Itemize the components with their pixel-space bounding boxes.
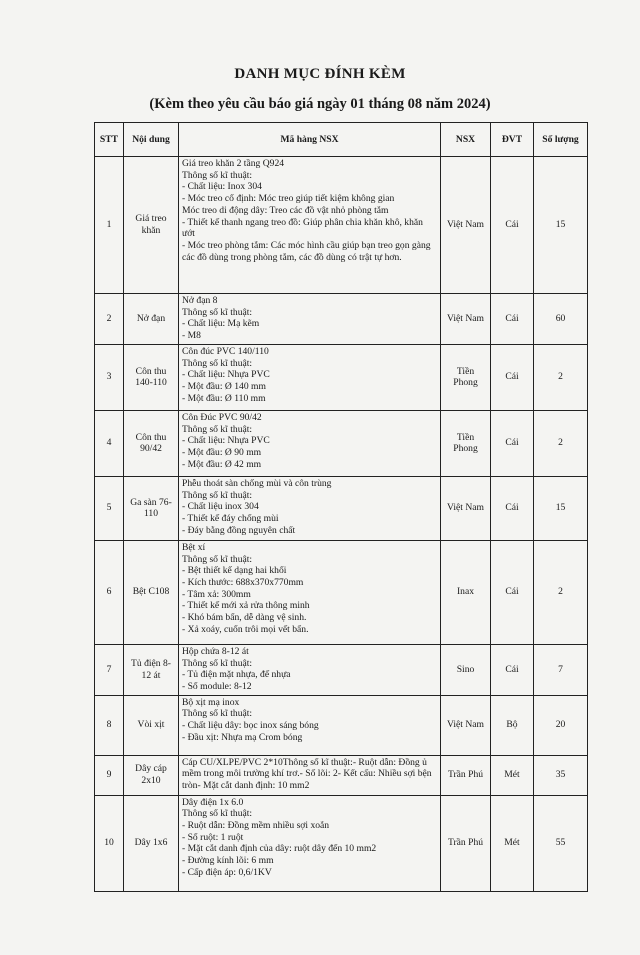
desc-line: Thông số kĩ thuật: <box>182 553 253 565</box>
desc-line: - Chất liệu: Nhựa PVC <box>182 369 270 381</box>
desc-line: Cáp CU/XLPE/PVC 2*10Thông số kĩ thuật:- Ruột dẫn: Đồng ủ mềm trong môi trường khí trơ.- Số lõi: 2- Kết cấu: Nhiều sợi bện tròn- Mặt cắt danh định: 10 mm2 <box>182 756 432 792</box>
cell-stt: 3 <box>95 344 124 410</box>
cell-desc <box>179 755 441 795</box>
desc-line: Bệt xí <box>182 541 206 553</box>
cell-desc <box>179 294 441 345</box>
cell-desc <box>179 476 441 540</box>
cell-qty: 35 <box>534 755 588 795</box>
cell-desc <box>179 410 441 476</box>
cell-name: Dây 1x6 <box>124 795 179 891</box>
desc-line: - Đầu xịt: Nhựa mạ Crom bóng <box>182 731 303 743</box>
desc-line: - Chất liệu: Nhựa PVC <box>182 435 270 447</box>
desc-line: - Số ruột: 1 ruột <box>182 831 244 843</box>
cell-nsx: Sino <box>441 644 491 695</box>
cell-name: Côn thu 90/42 <box>124 410 179 476</box>
cell-unit: Cái <box>491 410 534 476</box>
header-nsx: NSX <box>441 123 491 157</box>
header-unit: ĐVT <box>491 123 534 157</box>
cell-stt: 9 <box>95 755 124 795</box>
desc-line: - Đáy bằng đồng nguyên chất <box>182 524 296 536</box>
cell-unit: Cái <box>491 476 534 540</box>
cell-qty: 7 <box>534 644 588 695</box>
cell-qty: 55 <box>534 795 588 891</box>
cell-qty: 20 <box>534 695 588 755</box>
table-header-row <box>95 123 588 157</box>
cell-qty: 15 <box>534 157 588 294</box>
cell-desc <box>179 795 441 891</box>
table-row <box>95 755 588 795</box>
desc-line: Nở đạn 8 <box>182 295 218 306</box>
table-row <box>95 157 588 294</box>
desc-line: Hộp chứa 8-12 át <box>182 645 249 657</box>
desc-line: - Chất liệu inox 304 <box>182 501 259 513</box>
table-row <box>95 540 588 644</box>
table-row <box>95 344 588 410</box>
desc-line: - Cấp điện áp: 0,6/1KV <box>182 866 272 878</box>
cell-stt: 6 <box>95 540 124 644</box>
table-row <box>95 644 588 695</box>
cell-desc <box>179 695 441 755</box>
cell-stt: 4 <box>95 410 124 476</box>
header-desc: Mã hàng NSX <box>179 123 441 157</box>
desc-line: Thông số kĩ thuật: <box>182 489 253 501</box>
document-title: DANH MỤC ĐÍNH KÈM <box>234 66 406 82</box>
desc-line: Thông số kĩ thuật: <box>182 306 253 318</box>
cell-stt: 10 <box>95 795 124 891</box>
table-row <box>95 294 588 345</box>
desc-line: Thông số kĩ thuật: <box>182 808 253 820</box>
desc-line: - Móc treo phòng tắm: Các móc hình cầu giúp bạn treo gọn gàng các đồ dùng trong phòng tắm, các đồ dùng có trật tự hơn. <box>182 239 431 263</box>
cell-desc <box>179 644 441 695</box>
table-row <box>95 795 588 891</box>
document-subtitle: (Kèm theo yêu cầu báo giá ngày 01 tháng 08 năm 2024) <box>149 96 491 112</box>
cell-name: Ga sàn 76-110 <box>124 476 179 540</box>
desc-line: - Một đầu: Ø 140 mm <box>182 380 266 392</box>
desc-line: Thông số kĩ thuật: <box>182 657 253 669</box>
header-stt: STT <box>95 123 124 157</box>
desc-line: Móc treo di động dây: Treo các đồ vật nhỏ phòng tắm <box>182 204 389 216</box>
desc-line: - Khó bám bẩn, dễ dàng vệ sinh. <box>182 612 307 624</box>
desc-line: - Đường kính lõi: 6 mm <box>182 855 274 867</box>
cell-nsx: Việt Nam <box>441 157 491 294</box>
cell-stt: 2 <box>95 294 124 345</box>
cell-stt: 8 <box>95 695 124 755</box>
desc-line: - Thiết kế thanh ngang treo đồ: Giúp phân chia khăn khô, khăn ướt <box>182 216 423 240</box>
cell-unit: Cái <box>491 344 534 410</box>
header-name: Nội dung <box>124 123 179 157</box>
items-table <box>94 122 588 892</box>
cell-nsx: Việt Nam <box>441 695 491 755</box>
cell-name: Côn thu 140-110 <box>124 344 179 410</box>
cell-nsx: Việt Nam <box>441 294 491 345</box>
cell-nsx: Trần Phú <box>441 755 491 795</box>
desc-line: Bộ xịt mạ inox <box>182 696 240 708</box>
desc-line: - Thiết kế mới xả rửa thông minh <box>182 600 310 612</box>
desc-line: - Ruột dẫn: Đồng mềm nhiều sợi xoắn <box>182 820 330 832</box>
cell-name: Dây cáp 2x10 <box>124 755 179 795</box>
desc-line: - Thiết kế đáy chống mùi <box>182 512 279 524</box>
desc-line: Thông số kĩ thuật: <box>182 169 253 181</box>
desc-line: Giá treo khăn 2 tầng Q924 <box>182 158 285 169</box>
cell-desc <box>179 157 441 294</box>
cell-name: Vòi xịt <box>124 695 179 755</box>
cell-unit: Mét <box>491 795 534 891</box>
cell-nsx: Inax <box>441 540 491 644</box>
cell-qty: 15 <box>534 476 588 540</box>
cell-unit: Cái <box>491 540 534 644</box>
desc-line: Côn Đúc PVC 90/42 <box>182 411 262 423</box>
cell-name: Nở đạn <box>124 294 179 345</box>
desc-line: Thông số kĩ thuật: <box>182 357 253 369</box>
desc-line: - Chất liệu dây: bọc inox sáng bóng <box>182 720 319 732</box>
cell-unit: Cái <box>491 294 534 345</box>
cell-desc <box>179 344 441 410</box>
desc-line: - Số module: 8-12 <box>182 680 252 692</box>
desc-line: Dây điện 1x 6.0 <box>182 796 244 808</box>
desc-line: - Kích thước: 688x370x770mm <box>182 576 304 588</box>
desc-line: - Bệt thiết kế dạng hai khối <box>182 565 287 577</box>
desc-line: - Móc treo cố định: Móc treo giúp tiết kiệm không gian <box>182 193 395 205</box>
desc-line: Thông số kĩ thuật: <box>182 708 253 720</box>
cell-nsx: Việt Nam <box>441 476 491 540</box>
desc-line: - Một đầu: Ø 110 mm <box>182 392 266 404</box>
desc-line: - Một đầu: Ø 42 mm <box>182 458 262 470</box>
table-row <box>95 410 588 476</box>
cell-unit: Cái <box>491 644 534 695</box>
desc-line: - M8 <box>182 330 201 342</box>
cell-unit: Bộ <box>491 695 534 755</box>
cell-nsx: Tiền Phong <box>441 344 491 410</box>
cell-name: Tủ điện 8-12 át <box>124 644 179 695</box>
cell-stt: 7 <box>95 644 124 695</box>
desc-line: - Một đầu: Ø 90 mm <box>182 446 262 458</box>
cell-qty: 60 <box>534 294 588 345</box>
desc-line: - Tâm xả: 300mm <box>182 588 251 600</box>
desc-line: Phễu thoát sàn chống mùi và côn trùng <box>182 477 332 489</box>
desc-line: - Tủ điện mặt nhựa, đế nhựa <box>182 669 291 681</box>
cell-qty: 2 <box>534 410 588 476</box>
cell-unit: Mét <box>491 755 534 795</box>
table-row <box>95 695 588 755</box>
cell-name: Bệt C108 <box>124 540 179 644</box>
desc-line: - Chất liệu: Mạ kẽm <box>182 318 260 330</box>
header-qty: Số lượng <box>534 123 588 157</box>
cell-desc <box>179 540 441 644</box>
cell-stt: 5 <box>95 476 124 540</box>
cell-qty: 2 <box>534 344 588 410</box>
cell-nsx: Trần Phú <box>441 795 491 891</box>
cell-qty: 2 <box>534 540 588 644</box>
cell-unit: Cái <box>491 157 534 294</box>
table-row <box>95 476 588 540</box>
desc-line: Thông số kĩ thuật: <box>182 423 253 435</box>
cell-stt: 1 <box>95 157 124 294</box>
cell-nsx: Tiền Phong <box>441 410 491 476</box>
desc-line: - Chất liệu: Inox 304 <box>182 181 262 193</box>
desc-line: - Xả xoáy, cuốn trôi mọi vết bẩn. <box>182 623 309 635</box>
table-body <box>95 157 588 892</box>
desc-line: - Mặt cắt danh định của dây: ruột dây đến 10 mm2 <box>182 843 377 855</box>
cell-name: Giá treo khăn <box>124 157 179 294</box>
desc-line: Côn đúc PVC 140/110 <box>182 345 269 357</box>
